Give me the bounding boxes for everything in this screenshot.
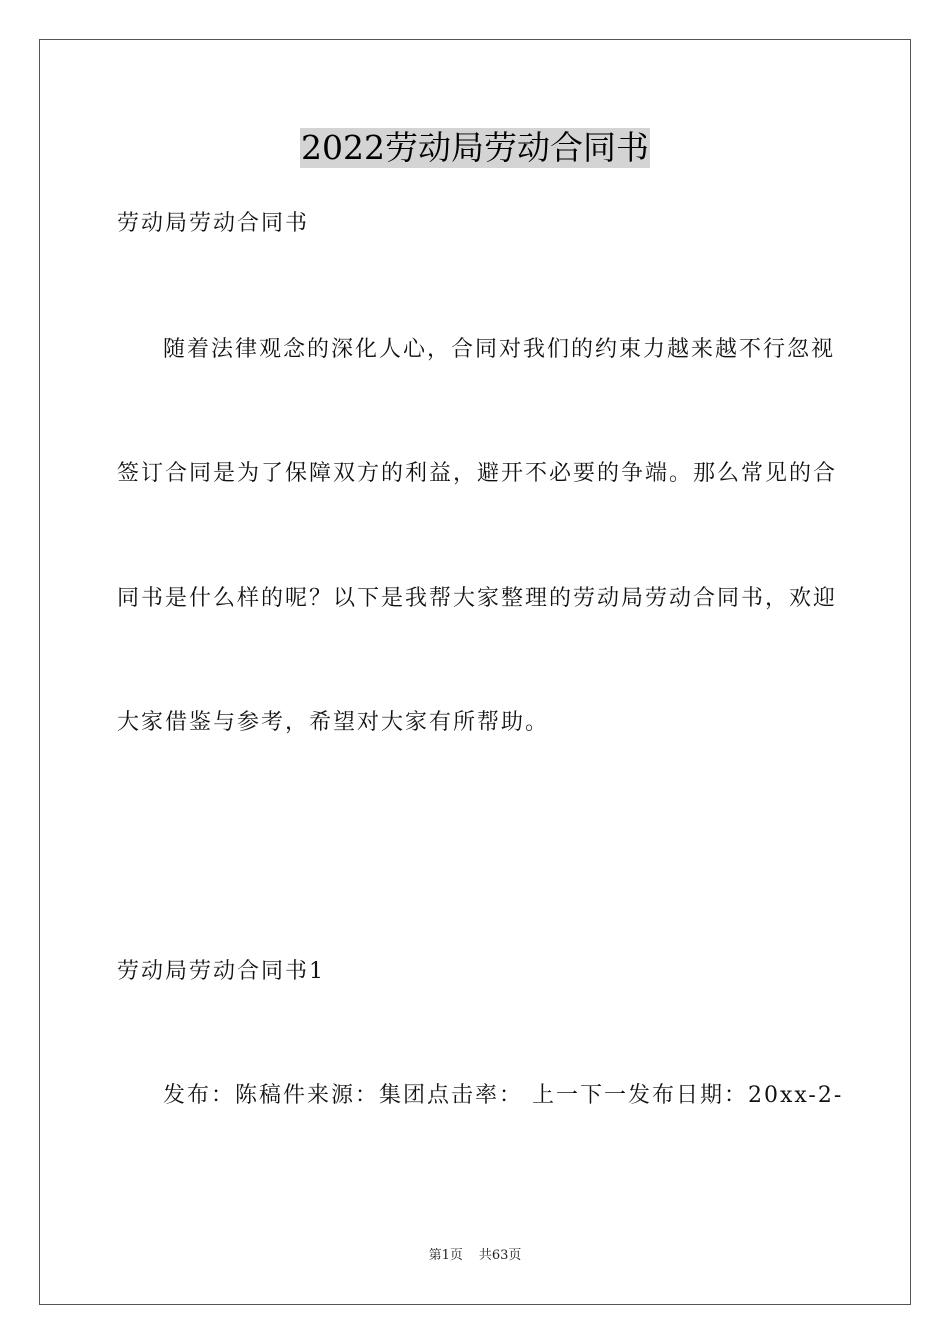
intro-line-1: 随着法律观念的深化人心，合同对我们的约束力越来越不行忽视 <box>163 337 836 362</box>
section-heading: 劳动局劳动合同书1 <box>117 959 325 984</box>
page-footer <box>0 1247 950 1265</box>
intro-line-3: 同书是什么样的呢？以下是我帮大家整理的劳动局劳动合同书，欢迎 <box>117 586 838 611</box>
intro-line-2: 签订合同是为了保障双方的利益，避开不必要的争端。那么常见的合 <box>117 461 838 486</box>
intro-line-4: 大家借鉴与参考，希望对大家有所帮助。 <box>117 710 550 735</box>
document-subtitle: 劳动局劳动合同书 <box>117 211 310 236</box>
document-title-text: 2022劳动局劳动合同书 <box>301 128 649 167</box>
document-title <box>0 128 950 168</box>
page-number-current: 第1页 <box>428 1248 463 1263</box>
publish-meta-line: 发布：陈稿件来源：集团点击率： 上一下一发布日期：20xx-2- <box>163 1083 844 1108</box>
page-number-total: 共63页 <box>478 1248 522 1263</box>
